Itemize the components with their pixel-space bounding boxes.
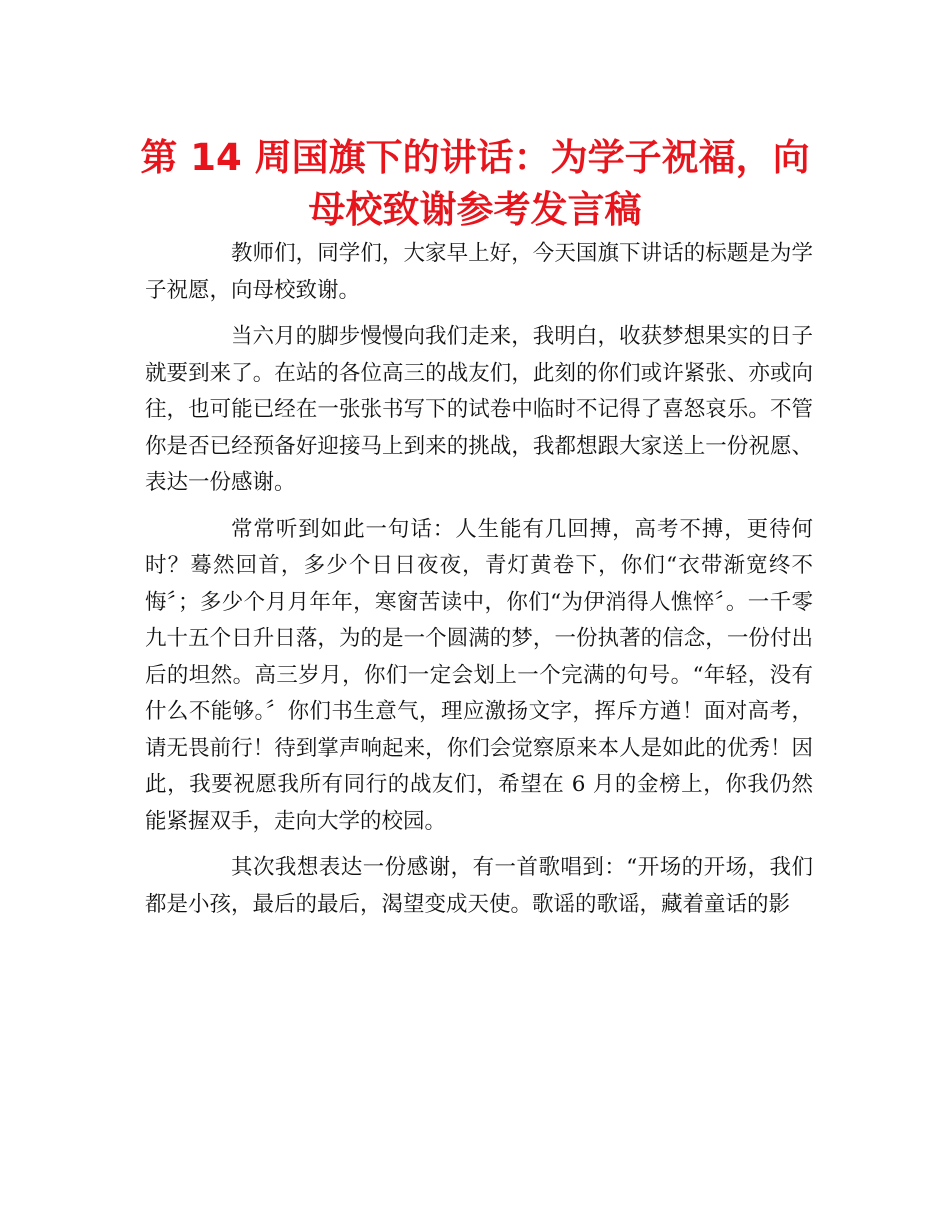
paragraph-thanks: 其次我想表达一份感谢，有一首歌唱到：“开场的开场，我们都是小孩，最后的最后，渴望变成天使。歌谣的歌谣，藏着童话的影	[145, 855, 813, 917]
paragraph-june: 当六月的脚步慢慢向我们走来，我明白，收获梦想果实的日子就要到来了。在站的各位高三的战友们，此刻的你们或许紧张、亦或向往，也可能已经在一张张书写下的试卷中临时不记得了喜怒哀乐。不管你是否已经预备好迎接马上到来的挑战，我都想跟大家送上一份祝愿、表达一份感谢。	[145, 324, 813, 495]
paragraph-gaokao: 常常听到如此一句话：人生能有几回搏，高考不搏，更待何时？蓦然回首，多少个日日夜夜，青灯黄卷下，你们“衣带渐宽终不悔〞；多少个月月年年，寒窗苦读中，你们“为伊消得人憔悴〞。一千零九十五个日升日落，为的是一个圆满的梦，一份执著的信念，一份付出后的坦然。高三岁月，你们一定会划上一个完满的句号。“年轻，没有什么不能够。〞你们书生意气，理应激扬文字，挥斥方遒！面对高考，请无畏前行！待到掌声响起来，你们会觉察原来本人是如此的优秀！因此，我要祝愿我所有同行的战友们，希望在 6 月的金榜上，你我仍然能紧握双手，走向大学的校园。	[145, 516, 813, 834]
document-body	[145, 236, 813, 933]
paragraph-greeting: 教师们，同学们，大家早上好，今天国旗下讲话的标题是为学子祝愿，向母校致谢。	[145, 241, 813, 303]
document-title: 第 14 周国旗下的讲话：为学子祝福，向母校致谢参考发言稿	[140, 136, 810, 231]
